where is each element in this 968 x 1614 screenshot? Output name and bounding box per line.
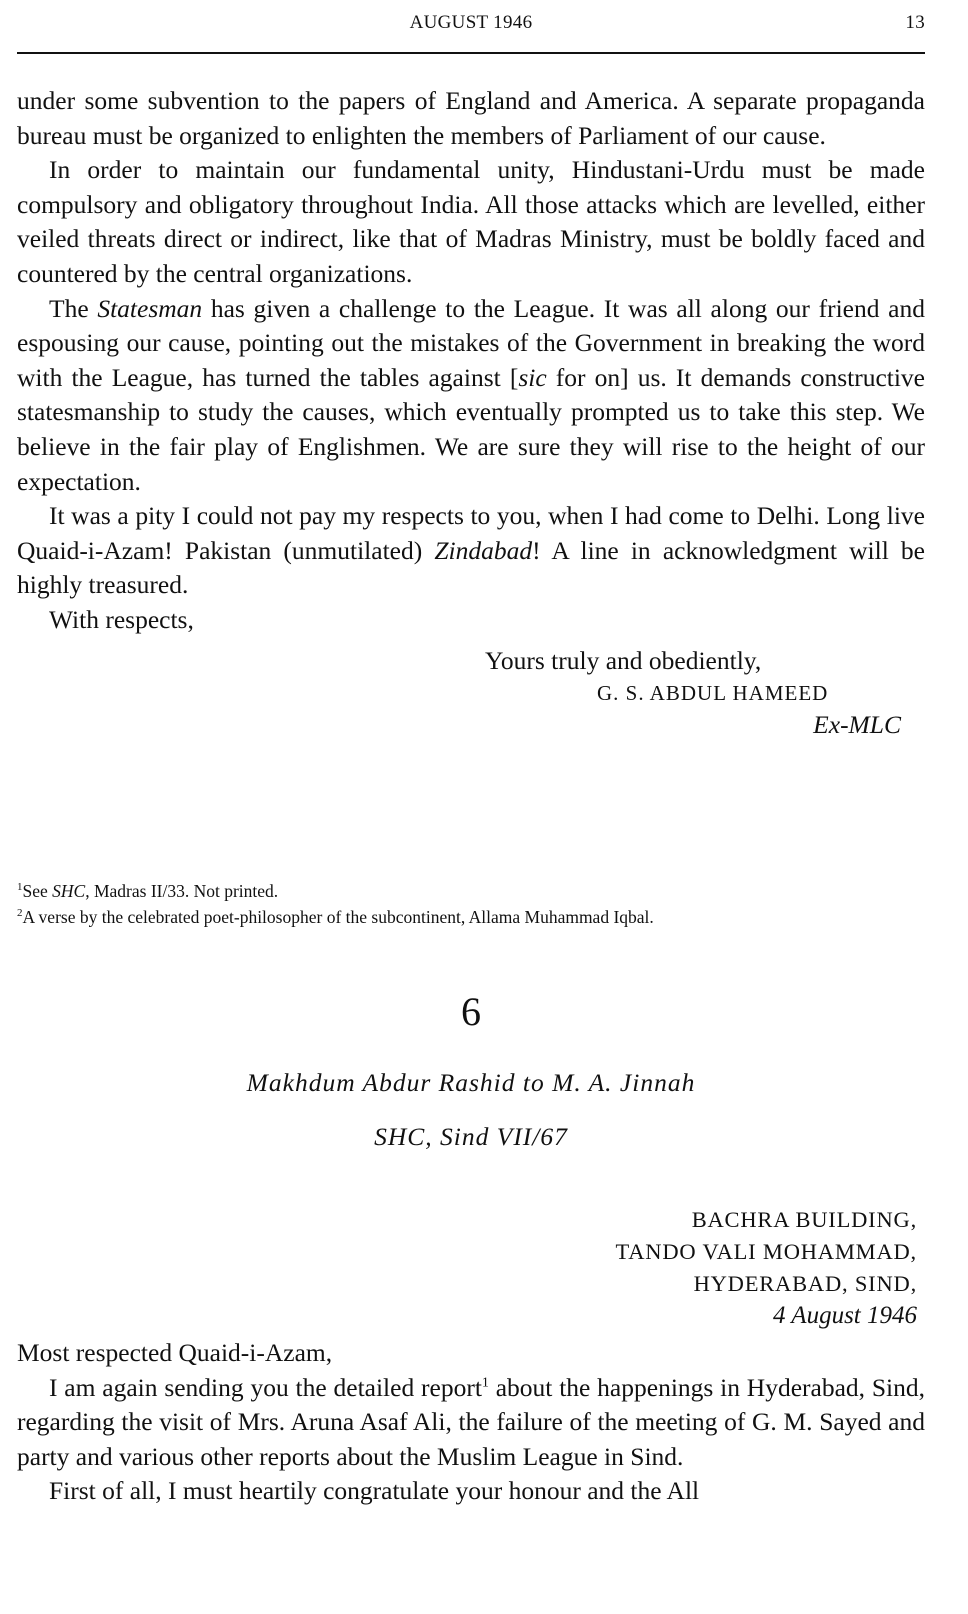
letter-date: 4 August 1946 (773, 1302, 917, 1329)
letter2-paragraph-1-text-b: about the happenings in Hyderabad, Sind, regarding the visit of Mrs. Aruna Asaf Ali, the failure of the meeting of G. M. Sayed and party and various other reports about the Muslim League in Sind. (17, 1372, 925, 1471)
running-head (17, 12, 925, 38)
footnote-text: , Madras II/33. Not printed. (85, 881, 279, 901)
paragraph-2: In order to maintain our fundamental unity, Hindustani-Urdu must be made compulsory and obligatory throughout India. All those attacks which are levelled, either veiled threats direct or indirect, like that of Madras Ministry, must be boldly faced and countered by the central organizations. (17, 155, 925, 288)
paragraph-3-text-a: The (49, 293, 98, 323)
book-page (17, 0, 925, 1614)
signatory-name: G. S. ABDUL HAMEED (597, 680, 829, 705)
footnote-1 (17, 878, 925, 904)
paragraph-4-text-b: ! A line in acknowledgment will be highly treasured. (17, 535, 925, 600)
signature-block (485, 644, 925, 742)
footnote-marker: 1 (17, 881, 23, 894)
document-number: 6 (461, 989, 481, 1034)
statesman-title: Statesman (97, 293, 203, 323)
paragraph-4 (17, 499, 925, 603)
paragraph-1: under some subvention to the papers of England and America. A separate propaganda bureau must be organized to enlighten the members of Parliament of our cause. (17, 86, 925, 150)
letter2-paragraph-1 (17, 1371, 925, 1475)
footnotes (17, 878, 925, 930)
letter-body (17, 1336, 925, 1509)
zindabad-word: Zindabad (434, 535, 533, 565)
paragraph-4-text-a: It was a pity I could not pay my respects to you, when I had come to Delhi. Long live Quaid-i-Azam! Pakistan (unmutilated) (17, 501, 925, 565)
header-rule (17, 52, 925, 54)
letter2-paragraph-1-text-a: I am again sending you the detailed report (49, 1372, 482, 1402)
letter-continuation (17, 84, 925, 742)
footnote-text-italic: SHC (52, 881, 86, 901)
sic-marker: sic (518, 362, 547, 392)
letter2-paragraph-2: First of all, I must heartily congratulate your honour and the All (49, 1476, 700, 1506)
page-number: 13 (905, 12, 925, 33)
document-heading: Makhdum Abdur Rashid to M. A. Jinnah (246, 1068, 696, 1097)
footnote-2 (17, 904, 925, 930)
paragraph-3-text-c: for on] us. It demands constructive statesmanship to study the causes, which eventually prompted us to take this step. We believe in the fair play of Englishmen. We are sure they will rise to the height of our expectation. (17, 362, 926, 496)
signatory-title: Ex-MLC (813, 709, 901, 739)
footnote-text: A verse by the celebrated poet-philosopher of the subcontinent, Allama Muhammad Iqbal. (22, 907, 654, 927)
address-line: TANDO VALI MOHAMMAD, (615, 1239, 917, 1264)
valediction: Yours truly and obediently, (485, 645, 762, 675)
address-line: HYDERABAD, SIND, (693, 1271, 917, 1296)
paragraph-3 (17, 292, 925, 500)
footnote-reference: 1 (481, 1375, 489, 1391)
document-source: SHC, Sind VII/67 (374, 1122, 568, 1151)
closing: With respects, (49, 604, 194, 634)
footnote-marker: 2 (17, 907, 23, 920)
footnote-text: See (22, 881, 53, 901)
sender-address (417, 1204, 917, 1332)
running-title: AUGUST 1946 (409, 12, 533, 33)
address-line: BACHRA BUILDING, (691, 1207, 917, 1232)
paragraph-3-text-b: has given a challenge to the League. It was all along our friend and espousing our cause, pointing out the mistakes of the Government in breaking the word with the League, has turned the tables against [ (17, 293, 925, 392)
salutation: Most respected Quaid-i-Azam, (17, 1338, 333, 1367)
